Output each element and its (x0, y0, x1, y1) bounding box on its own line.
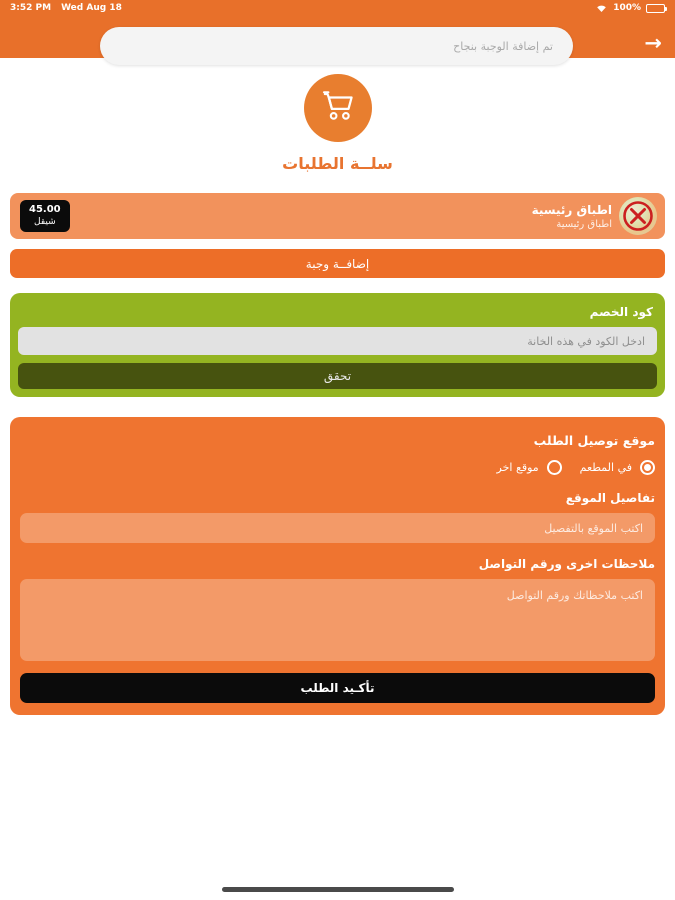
radio-other-location[interactable] (547, 460, 562, 475)
add-meal-button[interactable]: إضافــة وجبة (10, 249, 665, 278)
price-amount: 45.00 (29, 204, 61, 216)
delivery-section-title: موقع توصيل الطلب (533, 433, 655, 448)
battery-percent: 100% (613, 3, 641, 13)
remove-item-button[interactable] (619, 197, 657, 235)
location-details-label: تفاصيل الموقع (565, 491, 655, 505)
item-subtitle: اطباق رئيسية (556, 218, 612, 230)
confirm-order-button[interactable]: تأكـيد الطلب (20, 673, 655, 703)
home-indicator[interactable] (222, 887, 454, 892)
status-date: Wed Aug 18 (61, 3, 122, 13)
status-time: 3:52 PM (10, 3, 52, 13)
toast-message: تم إضافة الوجبة بنجاح (453, 39, 553, 53)
delivery-card (10, 417, 665, 715)
location-details-input[interactable] (20, 513, 655, 543)
price-badge (20, 200, 70, 232)
discount-code-input[interactable] (18, 327, 657, 355)
battery-icon (646, 4, 665, 13)
notes-label: ملاحظات اخرى ورقم التواصل (478, 557, 655, 571)
shopping-cart-icon (317, 87, 359, 129)
verify-code-button[interactable]: تحقق (18, 363, 657, 389)
radio-other-location-label[interactable]: موقع اخر (496, 461, 539, 474)
discount-code-card (10, 293, 665, 397)
radio-restaurant[interactable] (640, 460, 655, 475)
status-bar (0, 0, 675, 13)
discount-code-label: كود الخصم (589, 305, 653, 319)
toast-notification (100, 27, 573, 65)
page-title: سلــة الطلبات (282, 154, 393, 173)
brand-block (0, 74, 675, 173)
back-arrow-icon[interactable]: → (644, 31, 662, 55)
price-currency: شيقل (34, 216, 56, 227)
cart-item-row (10, 193, 665, 239)
delivery-options (20, 460, 655, 475)
radio-restaurant-label[interactable]: في المطعم (579, 461, 632, 474)
notes-textarea[interactable] (20, 579, 655, 661)
remove-item-icon (619, 197, 657, 235)
wifi-icon (595, 3, 608, 13)
item-title: اطباق رئيسية (531, 202, 612, 217)
app-logo (304, 74, 372, 142)
app-header (0, 0, 675, 58)
